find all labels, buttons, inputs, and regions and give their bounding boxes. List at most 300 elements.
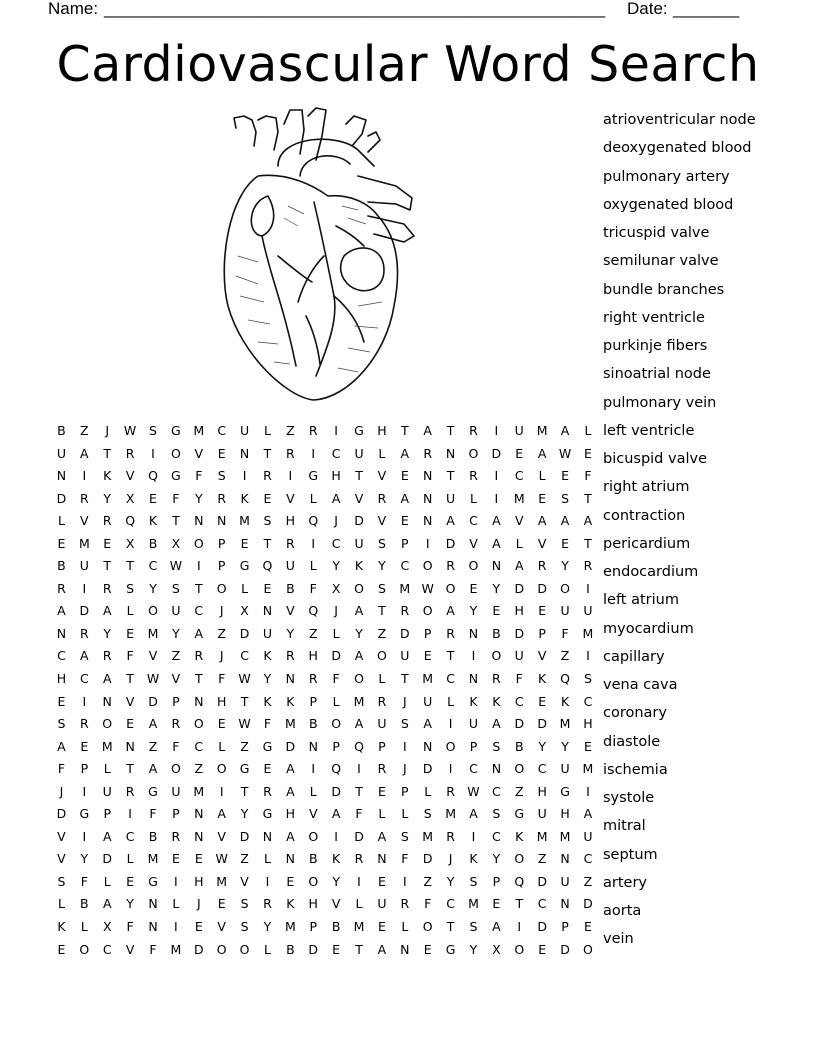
grid-letter[interactable]: A	[102, 828, 112, 844]
grid-letter[interactable]: O	[148, 603, 158, 619]
grid-letter[interactable]: M	[353, 693, 365, 709]
grid-letter[interactable]: F	[80, 873, 88, 889]
grid-letter[interactable]: V	[171, 671, 181, 687]
grid-letter[interactable]: T	[126, 671, 134, 687]
grid-letter[interactable]: E	[377, 783, 386, 799]
grid-letter[interactable]: D	[193, 941, 204, 957]
grid-letter[interactable]: D	[331, 783, 341, 799]
grid-letter[interactable]: Y	[263, 919, 272, 935]
grid-letter[interactable]: M	[513, 490, 525, 506]
grid-letter[interactable]: L	[332, 625, 340, 641]
grid-letter[interactable]: F	[401, 851, 409, 867]
grid-letter[interactable]: R	[102, 648, 112, 664]
grid-letter[interactable]: S	[583, 671, 592, 687]
grid-letter[interactable]: O	[468, 445, 479, 461]
grid-letter[interactable]: R	[446, 783, 455, 799]
grid-letter[interactable]: F	[149, 941, 157, 957]
grid-letter[interactable]: D	[560, 941, 570, 957]
grid-letter[interactable]: R	[125, 783, 135, 799]
grid-letter[interactable]: A	[286, 783, 295, 799]
grid-letter[interactable]: F	[424, 896, 432, 912]
grid-letter[interactable]: O	[376, 648, 387, 664]
grid-letter[interactable]: R	[79, 490, 89, 506]
grid-letter[interactable]: G	[560, 783, 570, 799]
grid-letter[interactable]: L	[584, 423, 592, 438]
grid-letter[interactable]: M	[399, 580, 411, 596]
grid-letter[interactable]: E	[400, 468, 409, 484]
grid-letter[interactable]: R	[469, 423, 478, 438]
grid-letter[interactable]: T	[263, 445, 272, 461]
grid-letter[interactable]: R	[263, 783, 272, 799]
grid-letter[interactable]: T	[240, 783, 249, 799]
grid-letter[interactable]: D	[583, 896, 593, 912]
grid-letter[interactable]: I	[311, 761, 316, 777]
grid-letter[interactable]: W	[146, 671, 160, 687]
grid-letter[interactable]: L	[538, 468, 546, 484]
grid-letter[interactable]: B	[308, 716, 318, 732]
grid-letter[interactable]: E	[263, 761, 272, 777]
grid-letter[interactable]: U	[514, 648, 524, 664]
grid-letter[interactable]: U	[583, 828, 593, 844]
grid-letter[interactable]: N	[194, 693, 204, 709]
grid-letter[interactable]: I	[242, 468, 247, 484]
grid-letter[interactable]: F	[309, 580, 317, 596]
grid-letter[interactable]: N	[262, 828, 273, 844]
grid-letter[interactable]: V	[125, 693, 135, 709]
grid-letter[interactable]: J	[334, 603, 338, 619]
grid-letter[interactable]: U	[446, 490, 456, 506]
grid-letter[interactable]: P	[561, 919, 569, 935]
grid-letter[interactable]: B	[57, 558, 66, 574]
grid-letter[interactable]: A	[217, 806, 226, 822]
grid-letter[interactable]: D	[399, 625, 410, 641]
grid-letter[interactable]: G	[354, 423, 364, 438]
grid-letter[interactable]: Q	[308, 513, 319, 529]
grid-letter[interactable]: S	[400, 828, 409, 844]
grid-letter[interactable]: I	[311, 445, 316, 461]
grid-letter[interactable]: K	[286, 693, 295, 709]
grid-letter[interactable]: S	[377, 580, 386, 596]
grid-letter[interactable]: T	[126, 558, 134, 574]
grid-letter[interactable]: I	[471, 648, 476, 664]
grid-letter[interactable]: I	[174, 919, 178, 935]
grid-letter[interactable]: K	[57, 919, 66, 935]
grid-letter[interactable]: Y	[240, 806, 249, 822]
grid-letter[interactable]: Y	[561, 558, 569, 574]
grid-letter[interactable]: C	[446, 896, 455, 912]
grid-letter[interactable]: R	[102, 513, 112, 529]
grid-letter[interactable]: V	[240, 873, 249, 889]
grid-letter[interactable]: P	[103, 806, 111, 822]
grid-letter[interactable]: Y	[355, 625, 363, 641]
grid-letter[interactable]: F	[355, 806, 363, 822]
grid-letter[interactable]: M	[147, 625, 159, 641]
grid-letter[interactable]: C	[537, 761, 547, 777]
grid-letter[interactable]: I	[357, 873, 361, 889]
grid-letter[interactable]: A	[194, 625, 204, 641]
grid-letter[interactable]: C	[194, 738, 204, 754]
grid-letter[interactable]: F	[263, 716, 272, 732]
grid-letter[interactable]: E	[263, 490, 272, 506]
grid-letter[interactable]: W	[238, 716, 251, 732]
grid-letter[interactable]: R	[171, 716, 181, 732]
grid-letter[interactable]: F	[218, 671, 226, 687]
grid-letter[interactable]: G	[514, 806, 525, 822]
grid-letter[interactable]: O	[79, 941, 90, 957]
grid-letter[interactable]: W	[421, 580, 434, 596]
grid-letter[interactable]: O	[422, 558, 433, 574]
grid-letter[interactable]: U	[102, 783, 112, 799]
grid-letter[interactable]: R	[492, 671, 501, 687]
grid-letter[interactable]: A	[377, 828, 387, 844]
grid-letter[interactable]: S	[57, 716, 66, 732]
grid-letter[interactable]: A	[80, 445, 89, 461]
grid-letter[interactable]: Y	[332, 873, 340, 889]
grid-letter[interactable]: N	[56, 468, 67, 484]
grid-letter[interactable]: E	[126, 716, 135, 732]
grid-letter[interactable]: C	[331, 445, 341, 461]
grid-letter[interactable]: Z	[240, 738, 249, 754]
grid-letter[interactable]: K	[492, 693, 501, 709]
grid-letter[interactable]: N	[194, 806, 204, 822]
grid-letter[interactable]: A	[331, 806, 341, 822]
grid-letter[interactable]: C	[514, 693, 524, 709]
grid-letter[interactable]: M	[193, 423, 205, 438]
grid-letter[interactable]: I	[586, 648, 590, 664]
grid-letter[interactable]: A	[80, 648, 89, 664]
grid-letter[interactable]: D	[514, 716, 525, 732]
grid-letter[interactable]: E	[423, 941, 432, 957]
grid-letter[interactable]: T	[126, 761, 134, 777]
grid-letter[interactable]: I	[288, 468, 293, 484]
grid-letter[interactable]: A	[286, 828, 295, 844]
grid-letter[interactable]: N	[194, 513, 204, 529]
grid-letter[interactable]: B	[148, 828, 158, 844]
grid-letter[interactable]: E	[126, 873, 135, 889]
grid-letter[interactable]: P	[423, 625, 432, 641]
grid-letter[interactable]: H	[56, 671, 67, 687]
grid-letter[interactable]: N	[308, 738, 318, 754]
grid-letter[interactable]: V	[537, 648, 547, 664]
grid-letter[interactable]: N	[56, 625, 67, 641]
grid-letter[interactable]: U	[537, 806, 547, 822]
grid-letter[interactable]: R	[308, 671, 318, 687]
grid-letter[interactable]: U	[354, 535, 364, 551]
grid-letter[interactable]: R	[308, 423, 318, 438]
grid-letter[interactable]: I	[494, 490, 499, 506]
grid-letter[interactable]: N	[217, 513, 227, 529]
grid-letter[interactable]: N	[102, 693, 112, 709]
grid-letter[interactable]: M	[284, 919, 296, 935]
grid-letter[interactable]: E	[377, 919, 386, 935]
grid-letter[interactable]: M	[582, 761, 594, 777]
grid-letter[interactable]: T	[378, 603, 386, 619]
grid-letter[interactable]: T	[172, 513, 180, 529]
grid-letter[interactable]: O	[514, 941, 525, 957]
grid-letter[interactable]: E	[57, 535, 66, 551]
grid-letter[interactable]: E	[57, 693, 66, 709]
grid-letter[interactable]: Z	[308, 625, 318, 641]
grid-letter[interactable]: M	[216, 873, 228, 889]
grid-letter[interactable]: Z	[537, 851, 547, 867]
grid-letter[interactable]: U	[354, 445, 364, 461]
grid-letter[interactable]: Z	[171, 648, 181, 664]
grid-letter[interactable]: E	[217, 716, 226, 732]
grid-letter[interactable]: U	[560, 873, 570, 889]
grid-letter[interactable]: V	[308, 806, 318, 822]
grid-letter[interactable]: F	[561, 625, 569, 641]
grid-letter[interactable]: A	[560, 423, 570, 438]
grid-letter[interactable]: D	[354, 828, 364, 844]
grid-letter[interactable]: Y	[286, 625, 295, 641]
grid-letter[interactable]: G	[445, 941, 456, 957]
grid-letter[interactable]: A	[354, 716, 364, 732]
grid-letter[interactable]: L	[172, 896, 180, 912]
grid-letter[interactable]: D	[79, 603, 90, 619]
grid-letter[interactable]: Y	[492, 580, 501, 596]
grid-letter[interactable]: K	[240, 490, 249, 506]
grid-letter[interactable]: U	[583, 603, 593, 619]
grid-letter[interactable]: A	[377, 941, 387, 957]
grid-letter[interactable]: Q	[560, 671, 570, 687]
grid-letter[interactable]: R	[377, 761, 387, 777]
grid-letter[interactable]: G	[262, 738, 273, 754]
grid-letter[interactable]: D	[537, 580, 547, 596]
grid-letter[interactable]: N	[423, 468, 433, 484]
grid-letter[interactable]: N	[285, 671, 296, 687]
grid-letter[interactable]: F	[57, 761, 66, 777]
grid-letter[interactable]: D	[102, 851, 113, 867]
grid-letter[interactable]: L	[401, 806, 409, 822]
grid-letter[interactable]: T	[240, 693, 249, 709]
grid-letter[interactable]: Q	[514, 873, 525, 889]
grid-letter[interactable]: P	[172, 693, 180, 709]
grid-letter[interactable]: A	[423, 716, 432, 732]
grid-letter[interactable]: B	[514, 738, 524, 754]
grid-letter[interactable]: E	[80, 738, 89, 754]
grid-letter[interactable]: H	[377, 423, 387, 438]
grid-letter[interactable]: Q	[262, 558, 273, 574]
grid-letter[interactable]: A	[148, 716, 158, 732]
grid-letter[interactable]: E	[515, 445, 524, 461]
grid-letter[interactable]: T	[584, 535, 592, 551]
grid-letter[interactable]: O	[354, 580, 364, 596]
grid-letter[interactable]: D	[331, 648, 341, 664]
grid-letter[interactable]: L	[218, 738, 226, 754]
grid-letter[interactable]: R	[583, 558, 593, 574]
grid-letter[interactable]: M	[582, 625, 594, 641]
grid-letter[interactable]: C	[583, 693, 593, 709]
grid-letter[interactable]: O	[308, 828, 319, 844]
grid-letter[interactable]: C	[514, 468, 524, 484]
grid-letter[interactable]: N	[560, 896, 570, 912]
grid-letter[interactable]: S	[423, 806, 432, 822]
grid-letter[interactable]: G	[79, 806, 90, 822]
grid-letter[interactable]: I	[471, 828, 476, 844]
grid-letter[interactable]: C	[194, 603, 204, 619]
grid-letter[interactable]: N	[491, 761, 502, 777]
grid-letter[interactable]: V	[125, 941, 135, 957]
grid-letter[interactable]: I	[494, 468, 499, 484]
grid-letter[interactable]: R	[400, 896, 410, 912]
grid-letter[interactable]: O	[239, 941, 250, 957]
grid-letter[interactable]: S	[240, 919, 249, 935]
grid-letter[interactable]: J	[448, 851, 453, 867]
grid-letter[interactable]: U	[56, 445, 67, 461]
grid-letter[interactable]: F	[584, 468, 592, 484]
grid-letter[interactable]: O	[102, 716, 113, 732]
grid-letter[interactable]: I	[82, 693, 87, 709]
grid-letter[interactable]: I	[219, 783, 224, 799]
grid-letter[interactable]: N	[468, 671, 479, 687]
grid-letter[interactable]: Q	[354, 738, 364, 754]
grid-letter[interactable]: Y	[103, 625, 112, 641]
grid-letter[interactable]: J	[219, 648, 224, 664]
grid-letter[interactable]: V	[469, 535, 478, 551]
grid-letter[interactable]: Z	[217, 625, 226, 641]
grid-letter[interactable]: I	[174, 873, 178, 889]
grid-letter[interactable]: A	[400, 445, 410, 461]
grid-letter[interactable]: S	[492, 738, 501, 754]
grid-letter[interactable]: R	[400, 603, 410, 619]
grid-letter[interactable]: G	[171, 468, 181, 484]
grid-letter[interactable]: L	[103, 761, 111, 777]
grid-letter[interactable]: G	[262, 806, 273, 822]
grid-letter[interactable]: S	[263, 513, 272, 529]
grid-letter[interactable]: M	[353, 919, 365, 935]
grid-letter[interactable]: A	[492, 919, 501, 935]
grid-letter[interactable]: R	[537, 558, 547, 574]
grid-letter[interactable]: M	[422, 671, 434, 687]
grid-letter[interactable]: E	[538, 490, 547, 506]
grid-letter[interactable]: N	[491, 558, 502, 574]
grid-letter[interactable]: N	[125, 738, 135, 754]
grid-letter[interactable]: V	[286, 603, 295, 619]
grid-letter[interactable]: P	[401, 783, 409, 799]
grid-letter[interactable]: E	[423, 648, 432, 664]
grid-letter[interactable]: P	[309, 693, 318, 709]
grid-letter[interactable]: N	[423, 738, 433, 754]
grid-letter[interactable]: A	[331, 490, 341, 506]
grid-letter[interactable]: H	[537, 783, 547, 799]
grid-letter[interactable]: Y	[149, 580, 157, 596]
grid-letter[interactable]: R	[217, 490, 227, 506]
grid-letter[interactable]: G	[171, 423, 181, 438]
grid-letter[interactable]: X	[171, 535, 181, 551]
grid-letter[interactable]: G	[148, 783, 158, 799]
grid-letter[interactable]: M	[468, 896, 479, 912]
grid-letter[interactable]: S	[492, 806, 501, 822]
grid-letter[interactable]: R	[377, 693, 387, 709]
grid-letter[interactable]: V	[354, 490, 364, 506]
grid-letter[interactable]: O	[193, 535, 204, 551]
grid-letter[interactable]: T	[400, 671, 409, 687]
grid-letter[interactable]: S	[171, 580, 180, 596]
grid-letter[interactable]: X	[125, 535, 135, 551]
grid-letter[interactable]: H	[514, 603, 524, 619]
grid-letter[interactable]: E	[149, 490, 157, 506]
grid-letter[interactable]: R	[354, 851, 364, 867]
grid-letter[interactable]: A	[423, 423, 432, 438]
grid-letter[interactable]: U	[468, 716, 479, 732]
grid-letter[interactable]: Q	[331, 761, 342, 777]
grid-letter[interactable]: T	[515, 896, 524, 912]
grid-letter[interactable]: E	[103, 535, 112, 551]
grid-letter[interactable]: K	[103, 468, 112, 484]
grid-letter[interactable]: S	[240, 896, 249, 912]
grid-letter[interactable]: T	[263, 535, 272, 551]
grid-letter[interactable]: M	[536, 828, 548, 844]
grid-letter[interactable]: Y	[469, 941, 478, 957]
grid-letter[interactable]: L	[80, 919, 88, 935]
grid-letter[interactable]: B	[57, 423, 66, 438]
grid-letter[interactable]: M	[445, 806, 456, 822]
grid-letter[interactable]: H	[331, 468, 341, 484]
grid-letter[interactable]: Y	[378, 558, 386, 574]
grid-letter[interactable]: L	[378, 445, 386, 461]
grid-letter[interactable]: E	[469, 580, 478, 596]
grid-letter[interactable]: I	[265, 873, 270, 889]
grid-letter[interactable]: Z	[286, 423, 295, 438]
grid-letter[interactable]: S	[57, 873, 66, 889]
grid-letter[interactable]: C	[57, 648, 66, 664]
grid-letter[interactable]: O	[422, 919, 433, 935]
grid-letter[interactable]: D	[422, 851, 433, 867]
grid-letter[interactable]: A	[492, 513, 501, 529]
grid-letter[interactable]: L	[401, 919, 409, 935]
grid-letter[interactable]: R	[263, 896, 272, 912]
grid-letter[interactable]: V	[514, 513, 524, 529]
grid-letter[interactable]: Z	[423, 873, 432, 889]
grid-letter[interactable]: L	[263, 423, 271, 438]
grid-letter[interactable]: P	[217, 558, 226, 574]
grid-letter[interactable]: R	[171, 828, 181, 844]
grid-letter[interactable]: E	[171, 851, 180, 867]
grid-letter[interactable]: J	[196, 896, 201, 912]
grid-letter[interactable]: A	[492, 535, 501, 551]
grid-letter[interactable]: Y	[446, 873, 455, 889]
grid-letter[interactable]: I	[448, 716, 453, 732]
grid-letter[interactable]: F	[332, 671, 340, 687]
grid-letter[interactable]: U	[285, 558, 295, 574]
grid-letter[interactable]: J	[105, 423, 110, 438]
grid-letter[interactable]: D	[354, 513, 364, 529]
grid-letter[interactable]: N	[400, 941, 410, 957]
grid-letter[interactable]: F	[515, 671, 523, 687]
grid-letter[interactable]: C	[102, 941, 112, 957]
grid-letter[interactable]: D	[537, 716, 547, 732]
grid-letter[interactable]: P	[332, 738, 340, 754]
grid-letter[interactable]: I	[517, 919, 522, 935]
grid-letter[interactable]: Z	[80, 423, 89, 438]
grid-letter[interactable]: C	[331, 535, 341, 551]
grid-letter[interactable]: L	[57, 513, 65, 529]
grid-letter[interactable]: V	[57, 851, 66, 867]
grid-letter[interactable]: X	[125, 490, 135, 506]
grid-letter[interactable]: U	[239, 423, 250, 438]
grid-letter[interactable]: O	[308, 873, 319, 889]
grid-letter[interactable]: P	[538, 625, 546, 641]
grid-letter[interactable]: R	[446, 828, 455, 844]
grid-letter[interactable]: U	[560, 603, 570, 619]
grid-letter[interactable]: U	[262, 625, 273, 641]
grid-letter[interactable]: S	[469, 919, 478, 935]
grid-letter[interactable]: I	[334, 828, 338, 844]
grid-letter[interactable]: C	[446, 671, 455, 687]
grid-letter[interactable]: D	[514, 625, 525, 641]
grid-letter[interactable]: R	[423, 445, 433, 461]
grid-letter[interactable]: J	[219, 603, 224, 619]
